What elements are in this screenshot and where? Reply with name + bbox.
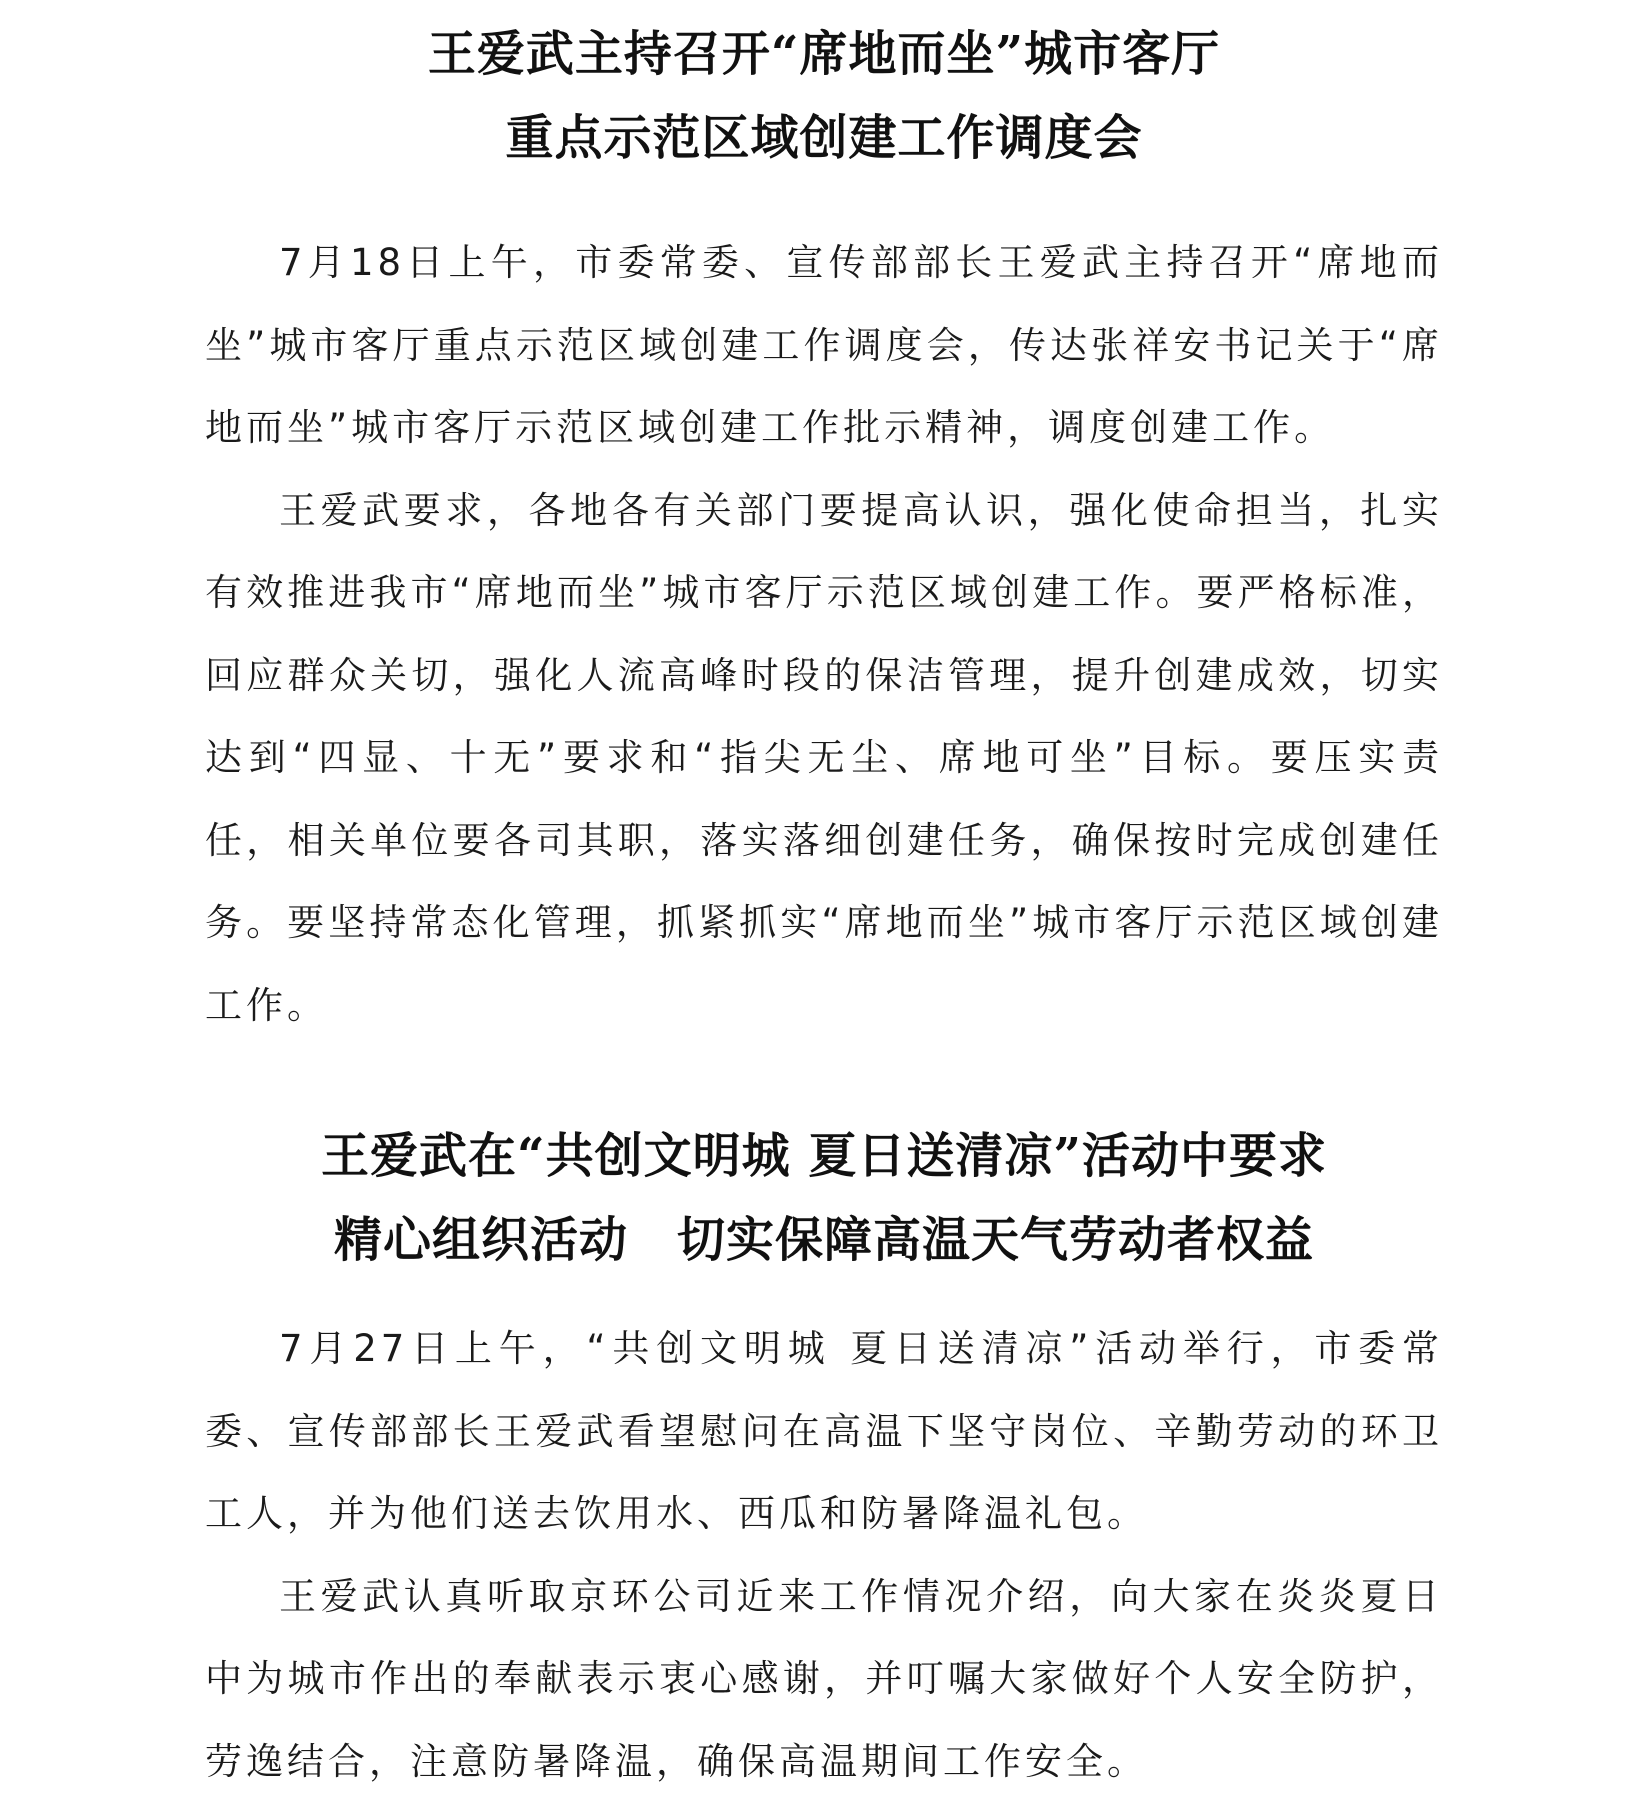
- title-line-2: 精心组织活动 切实保障高温天气劳动者权益: [333, 1212, 1314, 1268]
- article-paragraph: 王爱武要求，各地各有关部门要提高认识，强化使命担当，扎实有效推进我市“席地而坐”城市客厅示范区域创建工作。要严格标准，回应群众关切，强化人流高峰时段的保洁管理，提升创建成效，切实达到“四显、十无”要求和“指尖无尘、席地可坐”目标。要压实责任，相关单位要各司其职，落实落细创建任务，确保按时完成创建任务。要坚持常态化管理，抓紧抓实“席地而坐”城市客厅示范区域创建工作。: [205, 488, 1443, 1027]
- title-line-2: 重点示范区域创建工作调度会: [505, 110, 1143, 166]
- article-paragraph: 7月27日上午，“共创文明城 夏日送清凉”活动举行，市委常委、宣传部部长王爱武看望慰问在高温下坚守岗位、辛勤劳动的环卫工人，并为他们送去饮用水、西瓜和防暑降温礼包。: [205, 1327, 1443, 1535]
- article-title: [205, 12, 1443, 180]
- article-seated-city-parlor: [205, 12, 1443, 1047]
- article-paragraph: 王爱武认真听取京环公司近来工作情况介绍，向大家在炎炎夏日中为城市作出的奉献表示衷心感谢，并叮嘱大家做好个人安全防护，劳逸结合，注意防暑降温，确保高温期间工作安全。: [205, 1574, 1443, 1783]
- article-title: [205, 1114, 1443, 1282]
- title-line-1: 王爱武主持召开“席地而坐”城市客厅: [427, 26, 1221, 82]
- title-line-1: 王爱武在“共创文明城 夏日送清凉”活动中要求: [321, 1128, 1327, 1184]
- article-summer-cooling-activity: [205, 1114, 1443, 1803]
- article-paragraph: 7月18日上午，市委常委、宣传部部长王爱武主持召开“席地而坐”城市客厅重点示范区域创建工作调度会，传达张祥安书记关于“席地而坐”城市客厅示范区域创建工作批示精神，调度创建工作。: [205, 241, 1443, 449]
